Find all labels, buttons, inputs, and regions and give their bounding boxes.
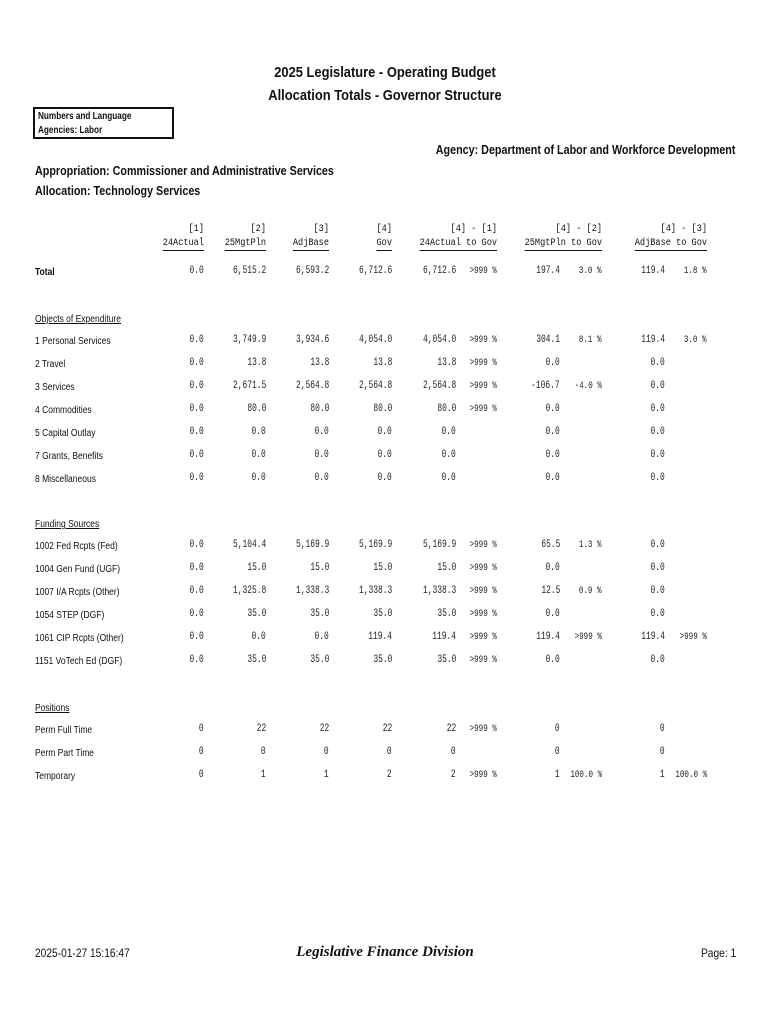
value-cell: 0.0 <box>441 449 456 461</box>
value-cell: 0.0 <box>314 449 329 461</box>
value-cell: 0.0 <box>189 380 204 392</box>
percent-cell: >999 % <box>469 265 497 277</box>
percent-cell: 3.0 % <box>684 334 707 346</box>
value-cell: 0.0 <box>251 631 266 643</box>
value-cell: 119.4 <box>536 631 560 643</box>
percent-cell: -4.0 % <box>574 380 602 392</box>
box-line1: Numbers and Language <box>38 111 132 122</box>
value-cell: 35.0 <box>372 608 392 620</box>
value-cell: 13.8 <box>372 357 392 369</box>
column-header-sub: AdjBase to Gov <box>634 238 707 249</box>
row-label: 8 Miscellaneous <box>35 474 96 485</box>
value-cell: 0.0 <box>189 608 204 620</box>
value-cell: 0.0 <box>545 562 560 574</box>
value-cell: 2,564.8 <box>358 380 392 392</box>
value-cell: 0.0 <box>650 608 665 620</box>
value-cell: 22 <box>446 723 456 735</box>
value-cell: 0.0 <box>650 380 665 392</box>
value-cell: 0.0 <box>189 265 204 277</box>
value-cell: 35.0 <box>436 608 456 620</box>
percent-cell: >999 % <box>574 631 602 643</box>
value-cell: 1 <box>261 769 266 781</box>
value-cell: 80.0 <box>372 403 392 415</box>
value-cell: 0.0 <box>314 426 329 438</box>
value-cell: 304.1 <box>536 334 560 346</box>
value-cell: 0.0 <box>650 585 665 597</box>
value-cell: 0.0 <box>251 449 266 461</box>
value-cell: 80.0 <box>246 403 266 415</box>
value-cell: 119.4 <box>368 631 392 643</box>
value-cell: 5,169.9 <box>358 539 392 551</box>
value-cell: 0.0 <box>650 426 665 438</box>
percent-cell: >999 % <box>469 334 497 346</box>
percent-cell: >999 % <box>679 631 707 643</box>
percent-cell: 100.0 % <box>675 769 707 781</box>
column-header-sub: Gov <box>376 238 392 249</box>
selection-box <box>33 107 174 139</box>
value-cell: 35.0 <box>309 608 329 620</box>
value-cell: 0 <box>199 746 204 758</box>
row-label: 1151 VoTech Ed (DGF) <box>35 656 123 667</box>
column-header-top: [2] <box>250 224 266 235</box>
value-cell: 35.0 <box>309 654 329 666</box>
value-cell: 0.0 <box>545 449 560 461</box>
footer-division: Legislative Finance Division <box>296 944 474 960</box>
value-cell: 2 <box>451 769 456 781</box>
value-cell: 6,515.2 <box>232 265 266 277</box>
box-line2: Agencies: Labor <box>38 125 103 136</box>
value-cell: 0.0 <box>189 631 204 643</box>
value-cell: 0.0 <box>189 472 204 484</box>
percent-cell: >999 % <box>469 357 497 369</box>
value-cell: 0.0 <box>189 449 204 461</box>
percent-cell: 1.8 % <box>684 265 707 277</box>
value-cell: 0.0 <box>441 426 456 438</box>
row-label: 1004 Gen Fund (UGF) <box>35 564 121 575</box>
value-cell: 13.8 <box>309 357 329 369</box>
percent-cell: >999 % <box>469 403 497 415</box>
row-label: 5 Capital Outlay <box>35 428 96 439</box>
value-cell: -106.7 <box>531 380 560 392</box>
percent-cell: 8.1 % <box>579 334 602 346</box>
value-cell: 1 <box>555 769 560 781</box>
footer-timestamp: 2025-01-27 15:16:47 <box>35 946 130 960</box>
value-cell: 13.8 <box>246 357 266 369</box>
appropriation-label: Appropriation: Commissioner and Administrative Services <box>35 164 334 178</box>
value-cell: 22 <box>256 723 266 735</box>
report-title-line1: 2025 Legislature - Operating Budget <box>274 64 496 81</box>
value-cell: 2 <box>387 769 392 781</box>
value-cell: 1 <box>660 769 665 781</box>
column-header-sub: AdjBase <box>292 238 329 249</box>
value-cell: 0.0 <box>441 472 456 484</box>
row-label: 1054 STEP (DGF) <box>35 610 105 621</box>
row-label: 2 Travel <box>35 359 66 370</box>
row-label: 1007 I/A Rcpts (Other) <box>35 587 120 598</box>
value-cell: 22 <box>319 723 329 735</box>
value-cell: 2,671.5 <box>232 380 266 392</box>
value-cell: 0 <box>199 723 204 735</box>
value-cell: 1,338.3 <box>358 585 392 597</box>
percent-cell: >999 % <box>469 608 497 620</box>
value-cell: 4,054.0 <box>358 334 392 346</box>
value-cell: 0.0 <box>189 539 204 551</box>
value-cell: 80.0 <box>309 403 329 415</box>
value-cell: 0 <box>451 746 456 758</box>
column-header-top: [4] - [3] <box>660 224 707 235</box>
value-cell: 0.0 <box>189 403 204 415</box>
percent-cell: >999 % <box>469 539 497 551</box>
value-cell: 4,054.0 <box>422 334 456 346</box>
value-cell: 12.5 <box>540 585 560 597</box>
value-cell: 6,593.2 <box>295 265 329 277</box>
row-label: 3 Services <box>35 382 75 393</box>
column-header-top: [1] <box>188 224 204 235</box>
value-cell: 0 <box>324 746 329 758</box>
total-label: Total <box>35 267 55 278</box>
value-cell: 0.0 <box>189 585 204 597</box>
column-header-sub: 25MgtPln to Gov <box>524 238 602 249</box>
value-cell: 65.5 <box>540 539 560 551</box>
value-cell: 119.4 <box>432 631 456 643</box>
percent-cell: >999 % <box>469 723 497 735</box>
value-cell: 15.0 <box>372 562 392 574</box>
agency-label: Agency: Department of Labor and Workforce Development <box>435 143 735 157</box>
value-cell: 35.0 <box>246 608 266 620</box>
report-title-line2: Allocation Totals - Governor Structure <box>268 87 502 104</box>
value-cell: 1,325.8 <box>232 585 266 597</box>
value-cell: 119.4 <box>641 265 665 277</box>
value-cell: 5,104.4 <box>232 539 266 551</box>
value-cell: 0.0 <box>545 472 560 484</box>
value-cell: 0.0 <box>251 426 266 438</box>
value-cell: 0.0 <box>545 426 560 438</box>
value-cell: 1,338.3 <box>295 585 329 597</box>
value-cell: 35.0 <box>246 654 266 666</box>
percent-cell: 100.0 % <box>570 769 602 781</box>
value-cell: 0.0 <box>545 608 560 620</box>
percent-cell: >999 % <box>469 585 497 597</box>
value-cell: 0.0 <box>650 403 665 415</box>
value-cell: 13.8 <box>436 357 456 369</box>
column-header-sub: 24Actual to Gov <box>419 238 497 249</box>
value-cell: 0 <box>660 723 665 735</box>
value-cell: 0 <box>199 769 204 781</box>
row-label: 1 Personal Services <box>35 336 111 347</box>
percent-cell: 3.0 % <box>579 265 602 277</box>
row-label: 1002 Fed Rcpts (Fed) <box>35 541 118 552</box>
value-cell: 0.0 <box>189 562 204 574</box>
value-cell: 0.0 <box>314 631 329 643</box>
row-label: 4 Commodities <box>35 405 92 416</box>
value-cell: 0.0 <box>189 334 204 346</box>
value-cell: 22 <box>382 723 392 735</box>
percent-cell: 1.3 % <box>579 539 602 551</box>
percent-cell: >999 % <box>469 562 497 574</box>
value-cell: 0.0 <box>251 472 266 484</box>
column-header-top: [3] <box>313 224 329 235</box>
value-cell: 35.0 <box>436 654 456 666</box>
value-cell: 3,749.9 <box>232 334 266 346</box>
value-cell: 0.0 <box>650 472 665 484</box>
value-cell: 0.0 <box>314 472 329 484</box>
value-cell: 0.0 <box>545 654 560 666</box>
value-cell: 0.0 <box>650 562 665 574</box>
value-cell: 0.0 <box>650 449 665 461</box>
value-cell: 35.0 <box>372 654 392 666</box>
value-cell: 2,564.8 <box>295 380 329 392</box>
value-cell: 0.0 <box>189 357 204 369</box>
column-header-top: [4] - [2] <box>555 224 602 235</box>
value-cell: 0 <box>555 746 560 758</box>
value-cell: 3,934.6 <box>295 334 329 346</box>
value-cell: 0 <box>555 723 560 735</box>
percent-cell: >999 % <box>469 380 497 392</box>
column-header-top: [4] - [1] <box>450 224 497 235</box>
value-cell: 2,564.8 <box>422 380 456 392</box>
value-cell: 1 <box>324 769 329 781</box>
value-cell: 5,169.9 <box>295 539 329 551</box>
value-cell: 15.0 <box>436 562 456 574</box>
value-cell: 15.0 <box>309 562 329 574</box>
allocation-label: Allocation: Technology Services <box>35 184 201 198</box>
row-label: Perm Full Time <box>35 725 93 736</box>
column-header-top: [4] <box>376 224 392 235</box>
value-cell: 197.4 <box>536 265 560 277</box>
value-cell: 0.0 <box>377 472 392 484</box>
value-cell: 0.0 <box>189 654 204 666</box>
percent-cell: >999 % <box>469 631 497 643</box>
column-header-sub: 24Actual <box>162 238 204 249</box>
value-cell: 0.0 <box>545 403 560 415</box>
section-title: Objects of Expenditure <box>35 314 121 325</box>
value-cell: 0.0 <box>377 449 392 461</box>
value-cell: 1,338.3 <box>422 585 456 597</box>
value-cell: 0.0 <box>377 426 392 438</box>
row-label: Temporary <box>35 771 76 782</box>
value-cell: 0 <box>387 746 392 758</box>
value-cell: 119.4 <box>641 334 665 346</box>
row-label: Perm Part Time <box>35 748 95 759</box>
section-title: Positions <box>35 703 70 714</box>
value-cell: 0.0 <box>545 357 560 369</box>
column-header-sub: 25MgtPln <box>224 238 266 249</box>
value-cell: 6,712.6 <box>358 265 392 277</box>
value-cell: 0.0 <box>650 539 665 551</box>
value-cell: 15.0 <box>246 562 266 574</box>
value-cell: 119.4 <box>641 631 665 643</box>
row-label: 7 Grants, Benefits <box>35 451 104 462</box>
percent-cell: >999 % <box>469 654 497 666</box>
value-cell: 0 <box>261 746 266 758</box>
row-label: 1061 CIP Rcpts (Other) <box>35 633 124 644</box>
value-cell: 0.0 <box>189 426 204 438</box>
section-title: Funding Sources <box>35 519 100 530</box>
percent-cell: 0.9 % <box>579 585 602 597</box>
value-cell: 80.0 <box>436 403 456 415</box>
footer-page: Page: 1 <box>701 946 737 960</box>
value-cell: 0 <box>660 746 665 758</box>
value-cell: 6,712.6 <box>422 265 456 277</box>
percent-cell: >999 % <box>469 769 497 781</box>
value-cell: 0.0 <box>650 357 665 369</box>
value-cell: 5,169.9 <box>422 539 456 551</box>
value-cell: 0.0 <box>650 654 665 666</box>
